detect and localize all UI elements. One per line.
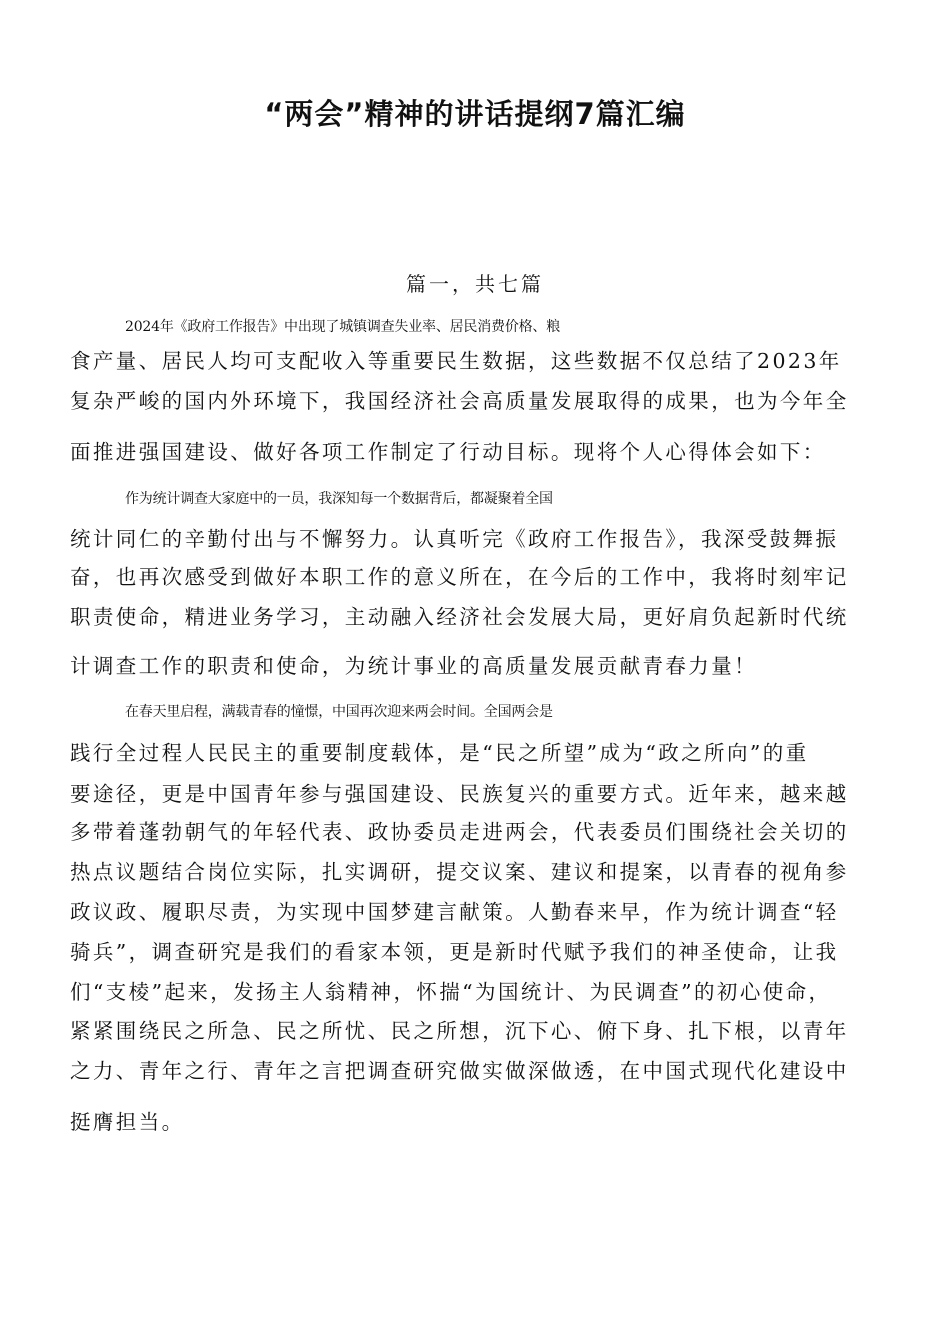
text-line: 热点议题结合岗位实际，扎实调研，提交议案、建议和提案，以青春的视角参 — [70, 860, 849, 884]
text-line: 统计同仁的辛勤付出与不懈努力。认真听完《政府工作报告》，我深受鼓舞振 — [70, 527, 839, 551]
section-heading: 篇一，共七篇 — [406, 272, 544, 296]
text-line: 多带着蓬勃朝气的年轻代表、政协委员走进两会，代表委员们围绕社会关切的 — [70, 820, 849, 844]
text-line: 职责使命，精进业务学习，主动融入经济社会发展大局，更好肩负起新时代统 — [70, 605, 849, 629]
text-line: 政议政、履职尽责，为实现中国梦建言献策。人勤春来早，作为统计调查“轻 — [70, 900, 839, 924]
text-line: 践行全过程人民民主的重要制度载体，是“民之所望”成为“政之所向”的重 — [70, 741, 809, 765]
page-title: “两会”精神的讲话提纲7篇汇编 — [264, 97, 686, 131]
text-line: 2024年《政府工作报告》中出现了城镇调查失业率、居民消费价格、粮 — [125, 319, 561, 335]
text-line: 奋，也再次感受到做好本职工作的意义所在，在今后的工作中，我将时刻牢记 — [70, 565, 849, 589]
text-line: 们“支棱”起来，发扬主人翁精神，怀揣“为国统计、为民调查”的初心使命， — [70, 980, 832, 1004]
text-line: 作为统计调查大家庭中的一员，我深知每一个数据背后，都凝聚着全国 — [125, 491, 553, 507]
text-line: 之力、青年之行、青年之言把调查研究做实做深做透，在中国式现代化建设中 — [70, 1059, 849, 1083]
text-line: 食产量、居民人均可支配收入等重要民生数据，这些数据不仅总结了2023年 — [70, 349, 842, 373]
text-line: 计调查工作的职责和使命，为统计事业的高质量发展贡献青春力量！ — [70, 654, 757, 678]
text-line: 面推进强国建设、做好各项工作制定了行动目标。现将个人心得体会如下： — [70, 440, 826, 464]
text-line: 复杂严峻的国内外环境下，我国经济社会高质量发展取得的成果，也为今年全 — [70, 389, 849, 413]
text-line: 骑兵”，调查研究是我们的看家本领，更是新时代赋予我们的神圣使命，让我 — [70, 940, 839, 964]
text-line: 在春天里启程，满载青春的憧憬，中国再次迎来两会时间。全国两会是 — [125, 704, 553, 720]
text-line: 挺膺担当。 — [70, 1110, 185, 1134]
text-line: 紧紧围绕民之所急、民之所忧、民之所想，沉下心、俯下身、扎下根，以青年 — [70, 1019, 849, 1043]
text-line: 要途径，更是中国青年参与强国建设、民族复兴的重要方式。近年来，越来越 — [70, 782, 849, 806]
